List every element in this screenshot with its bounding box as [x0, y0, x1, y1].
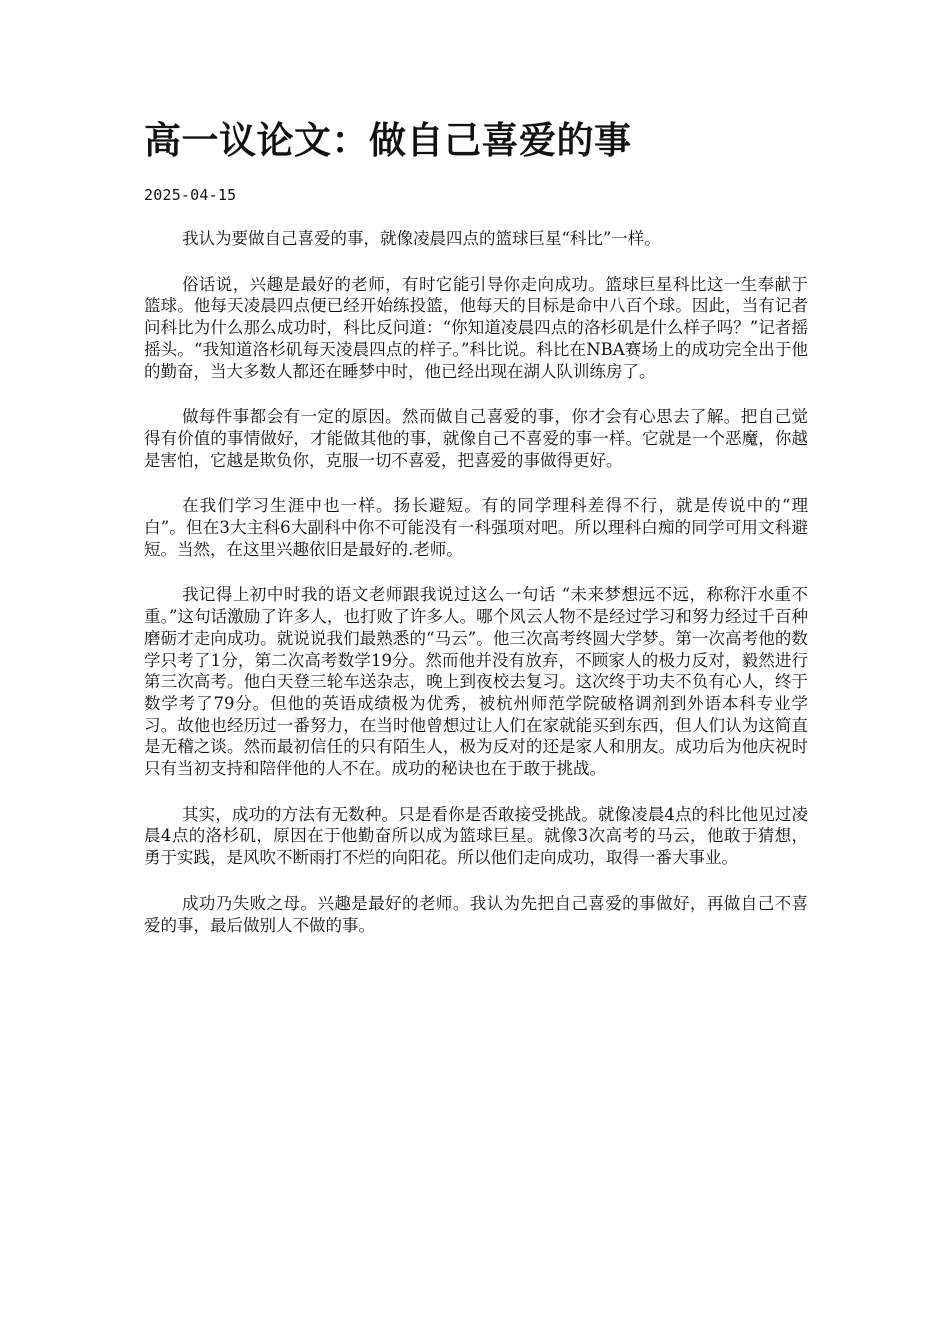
paragraph-4: 在我们学习生涯中也一样。扬长避短。有的同学理科差得不行，就是传说中的“理白”。但在3大主科6大副科中你不可能没有一科强项对吧。所以理科白痴的同学可用文科避短。当然，在这里兴趣依旧是最好的.老师。	[144, 496, 808, 559]
paragraph-7: 成功乃失败之母。兴趣是最好的老师。我认为先把自己喜爱的事做好，再做自己不喜爱的事，最后做别人不做的事。	[144, 893, 808, 935]
paragraph-2: 俗话说，兴趣是最好的老师，有时它能引导你走向成功。篮球巨星科比这一生奉献于篮球。他每天凌晨四点便已经开始练投篮，他每天的目标是命中八百个球。因此，当有记者问科比为什么那么成功时，科比反问道：“你知道凌晨四点的洛杉矶是什么样子吗？”记者摇摇头。“我知道洛杉矶每天凌晨四点的样子。”科比说。科比在NBA赛场上的成功完全出于他的勤奋，当大多数人都还在睡梦中时，他已经出现在湖人队训练房了。	[144, 274, 808, 381]
article-body	[144, 228, 808, 960]
article-title: 高一议论文：做自己喜爱的事	[144, 119, 632, 162]
paragraph-1: 我认为要做自己喜爱的事，就像凌晨四点的篮球巨星“科比”一样。	[181, 229, 661, 248]
paragraph-5: 我记得上初中时我的语文老师跟我说过这么一句话 “未来梦想远不远，称称汗水重不重。”这句话激励了许多人，也打败了许多人。哪个风云人物不是经过学习和努力经过千百种磨砺才走向成功。就说说我们最熟悉的“马云”。他三次高考终圆大学梦。第一次高考他的数学只考了1分，第二次高考数学19分。然而他并没有放弃，不顾家人的极力反对，毅然进行第三次高考。他白天登三轮车送杂志，晚上到夜校去复习。这次终于功夫不负有心人，终于数学考了79分。但他的英语成绩极为优秀，被杭州师范学院破格调剂到外语本科专业学习。故他也经历过一番努力，在当时他曾想过让人们在家就能买到东西，但人们认为这简直是无稽之谈。然而最初信任的只有陌生人，极为反对的还是家人和朋友。成功后为他庆祝时只有当初支持和陪伴他的人不在。成功的秘诀也在于敢于挑战。	[144, 585, 808, 779]
publish-date: 2025-04-15	[144, 186, 237, 204]
paragraph-3: 做每件事都会有一定的原因。然而做自己喜爱的事，你才会有心思去了解。把自己觉得有价值的事情做好，才能做其他的事，就像自己不喜爱的事一样。它就是一个恶魔，你越是害怕，它越是欺负你，克服一切不喜爱，把喜爱的事做得更好。	[144, 407, 808, 470]
paragraph-6: 其实，成功的方法有无数种。只是看你是否敢接受挑战。就像凌晨4点的科比他见过凌晨4点的洛杉矶，原因在于他勤奋所以成为篮球巨星。就像3次高考的马云，他敢于猜想，勇于实践，是风吹不断雨打不烂的向阳花。所以他们走向成功，取得一番大事业。	[144, 804, 808, 868]
